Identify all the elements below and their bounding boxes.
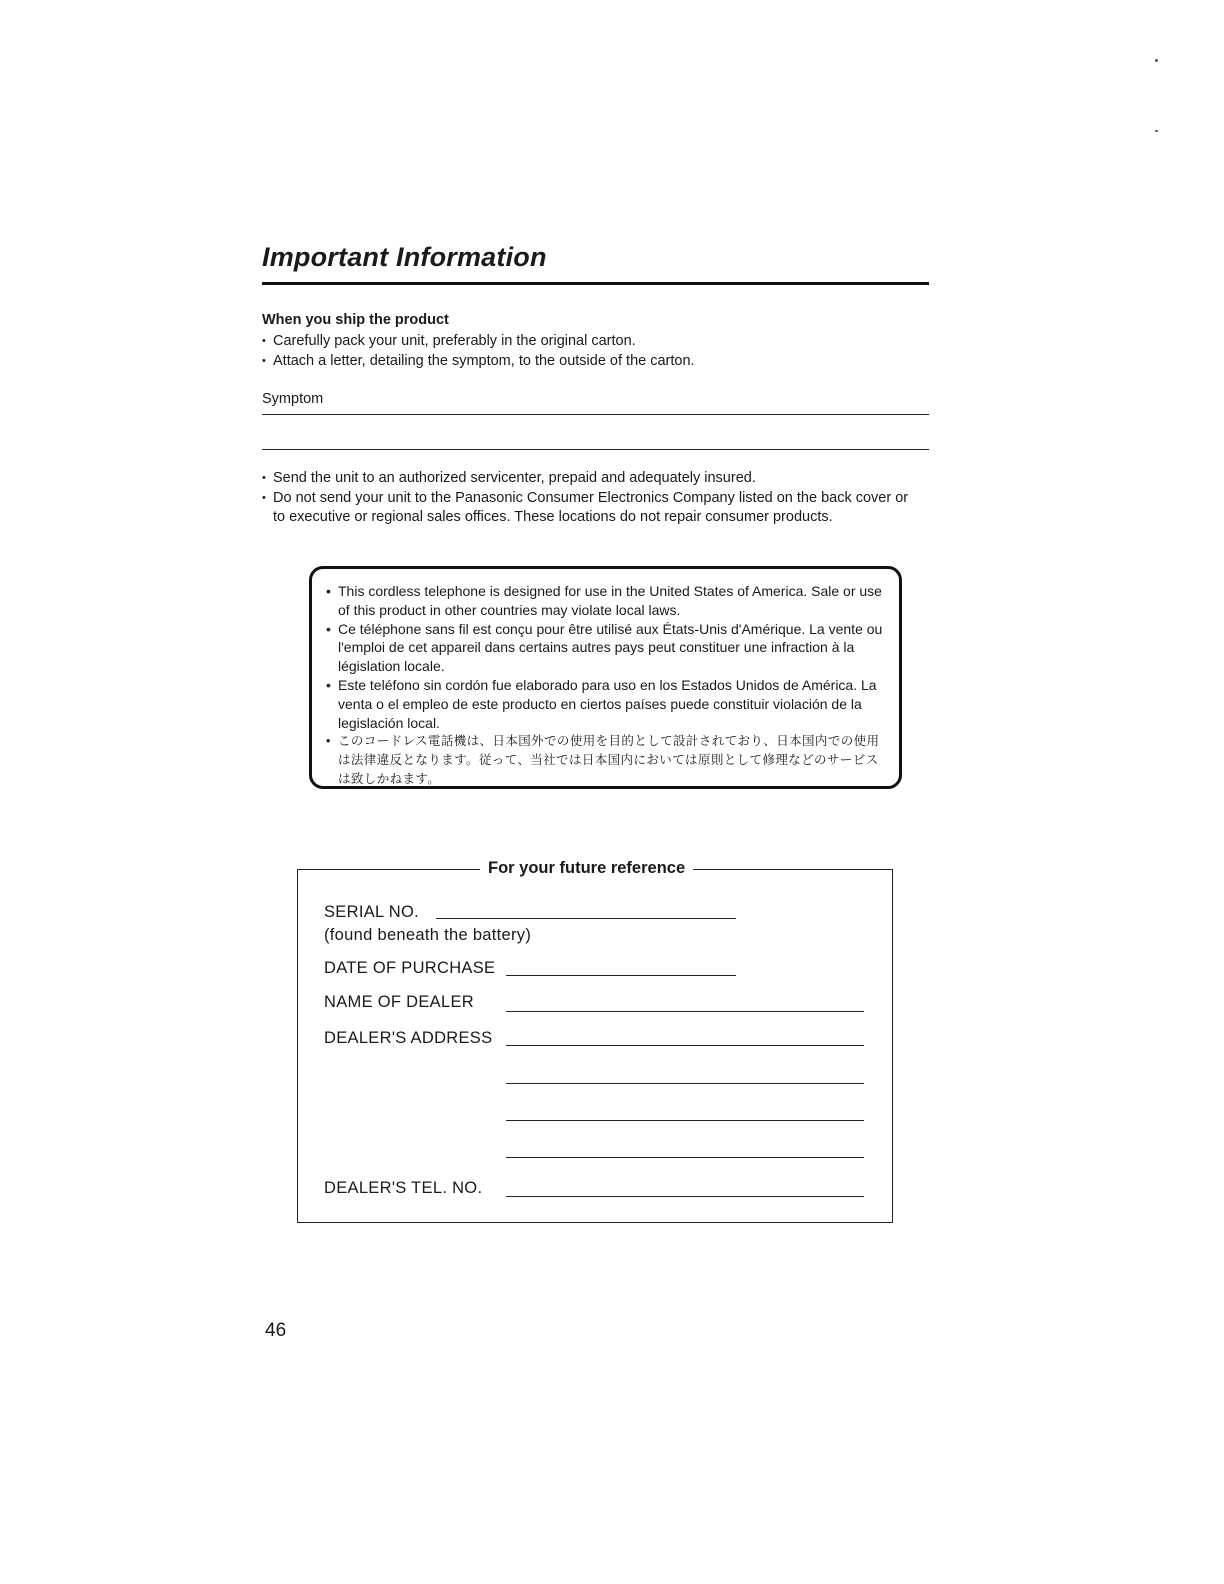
dealer-name-label: NAME OF DEALER — [324, 993, 474, 1011]
dealer-tel-label: DEALER'S TEL. NO. — [324, 1179, 483, 1197]
dealer-address-line — [506, 1045, 864, 1046]
serial-note: (found beneath the battery) — [324, 926, 532, 944]
dealer-address-line — [506, 1157, 864, 1158]
symptom-line — [262, 449, 929, 450]
legal-notice-box — [309, 566, 902, 789]
serial-line — [436, 918, 736, 919]
shipping-heading: When you ship the product — [262, 312, 449, 328]
notice-item-french: • Ce téléphone sans fil est conçu pour être utilisé aux États-Unis d'Amérique. La vente ou l'emploi de cet appareil dans certains autres pays peut constituer une infraction à la législation locale. — [324, 620, 889, 676]
date-line — [506, 975, 736, 976]
symptom-line — [262, 414, 929, 415]
notice-item-spanish: • Este teléfono sin cordón fue elaborado para uso en los Estados Unidos de América. La venta o el empleo de este producto en ciertos países puede constituir violación de la legislación local. — [324, 676, 889, 732]
shipping-more-steps — [262, 469, 922, 528]
list-item: • Carefully pack your unit, preferably in the original carton. — [262, 332, 932, 352]
page-title: Important Information — [262, 242, 547, 272]
date-label: DATE OF PURCHASE — [324, 959, 496, 977]
scan-speck — [1155, 130, 1158, 132]
list-item: • Attach a letter, detailing the symptom, to the outside of the carton. — [262, 352, 932, 372]
serial-label: SERIAL NO. — [324, 903, 419, 921]
list-item: • Do not send your unit to the Panasonic Consumer Electronics Company listed on the back cover or to executive or regional sales offices. These locations do not repair consumer products. — [262, 489, 922, 528]
dealer-address-line — [506, 1120, 864, 1121]
notice-item-japanese: • このコードレス電話機は、日本国外での使用を目的として設計されており、日本国内での使用は法律違反となります。従って、当社では日本国内においては原則として修理などのサービスは致しかねます。 — [324, 732, 889, 789]
legal-notice-list — [324, 582, 889, 789]
reference-title: For your future reference — [480, 859, 693, 878]
list-item: • Send the unit to an authorized servicenter, prepaid and adequately insured. — [262, 469, 922, 489]
dealer-address-line — [506, 1083, 864, 1084]
dealer-address-label: DEALER'S ADDRESS — [324, 1029, 493, 1047]
title-underline — [262, 282, 929, 285]
symptom-label: Symptom — [262, 391, 324, 407]
page-number: 46 — [265, 1320, 287, 1341]
notice-item-english: • This cordless telephone is designed for use in the United States of America. Sale or use of this product in other countries may violate local laws. — [324, 582, 889, 620]
scan-speck — [1155, 59, 1158, 62]
dealer-name-line — [506, 1011, 864, 1012]
shipping-steps — [262, 332, 932, 371]
dealer-tel-line — [506, 1196, 864, 1197]
